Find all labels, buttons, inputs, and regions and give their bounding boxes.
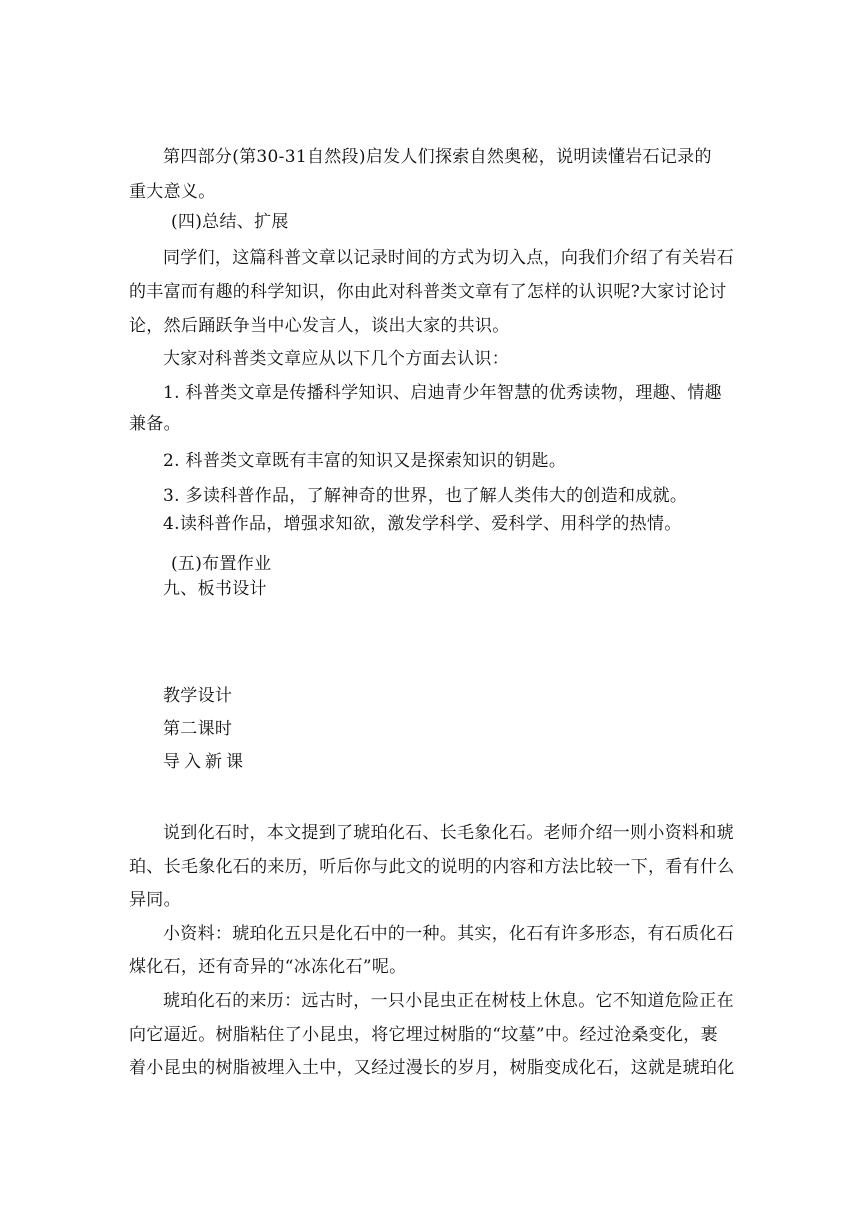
- list-item-2: 2. 科普类文章既有丰富的知识又是探索知识的钥匙。: [163, 451, 567, 471]
- paragraph-fossil-line3: 异同。: [129, 890, 181, 910]
- list-item-1-line1: 1. 科普类文章是传播科学知识、启迪青少年智慧的优秀读物，理趣、情趣: [163, 383, 722, 403]
- heading-teaching-design: 教学设计: [163, 686, 233, 706]
- paragraph-intro-points: 大家对科普类文章应从以下几个方面去认识：: [163, 349, 509, 369]
- paragraph-amber-line3: 着小昆虫的树脂被埋入土中，又经过漫长的岁月，树脂变成化石，这就是琥珀化: [129, 1058, 735, 1078]
- paragraph-summary-line3: 论，然后踊跃争当中心发言人，谈出大家的共识。: [129, 316, 510, 336]
- heading-introduction: 导入新课: [163, 752, 247, 772]
- paragraph-summary-line1: 同学们，这篇科普文章以记录时间的方式为切入点，向我们介绍了有关岩石: [163, 248, 734, 268]
- paragraph-summary-line2: 的丰富而有趣的科学知识，你由此对科普类文章有了怎样的认识呢?大家讨论讨: [129, 282, 727, 302]
- list-item-1-line2: 兼备。: [129, 414, 181, 434]
- list-item-4: 4.读科普作品，增强求知欲，激发学科学、爱科学、用科学的热情。: [163, 514, 682, 534]
- section-heading-homework: (五)布置作业: [171, 554, 272, 574]
- section-heading-summary: (四)总结、扩展: [171, 212, 289, 232]
- paragraph-amber-line2: 向它逼近。树脂粘住了小昆虫，将它埋过树脂的“坟墓”中。经过沧桑变化，裹: [129, 1025, 718, 1045]
- section-heading-board-design: 九、板书设计: [163, 579, 267, 599]
- paragraph-fossil-line2: 珀、长毛象化石的来历，听后你与此文的说明的内容和方法比较一下，看有什么: [129, 857, 735, 877]
- list-item-3: 3. 多读科普作品，了解神奇的世界，也了解人类伟大的创造和成就。: [163, 486, 688, 506]
- heading-second-lesson: 第二课时: [163, 719, 233, 739]
- paragraph-material-line1: 小资料：琥珀化五只是化石中的一种。其实，化石有许多形态，有石质化石: [163, 924, 734, 944]
- paragraph-material-line2: 煤化石，还有奇异的“冰冻化石”呢。: [129, 957, 407, 977]
- paragraph-part4-line2: 重大意义。: [129, 182, 216, 202]
- paragraph-amber-line1: 琥珀化石的来历：远古时，一只小昆虫正在树枝上休息。它不知道危险正在: [163, 991, 734, 1011]
- paragraph-part4-line1: 第四部分(第30-31自然段)启发人们探索自然奥秘，说明读懂岩石记录的: [163, 147, 712, 167]
- paragraph-fossil-line1: 说到化石时，本文提到了琥珀化石、长毛象化石。老师介绍一则小资料和琥: [163, 823, 734, 843]
